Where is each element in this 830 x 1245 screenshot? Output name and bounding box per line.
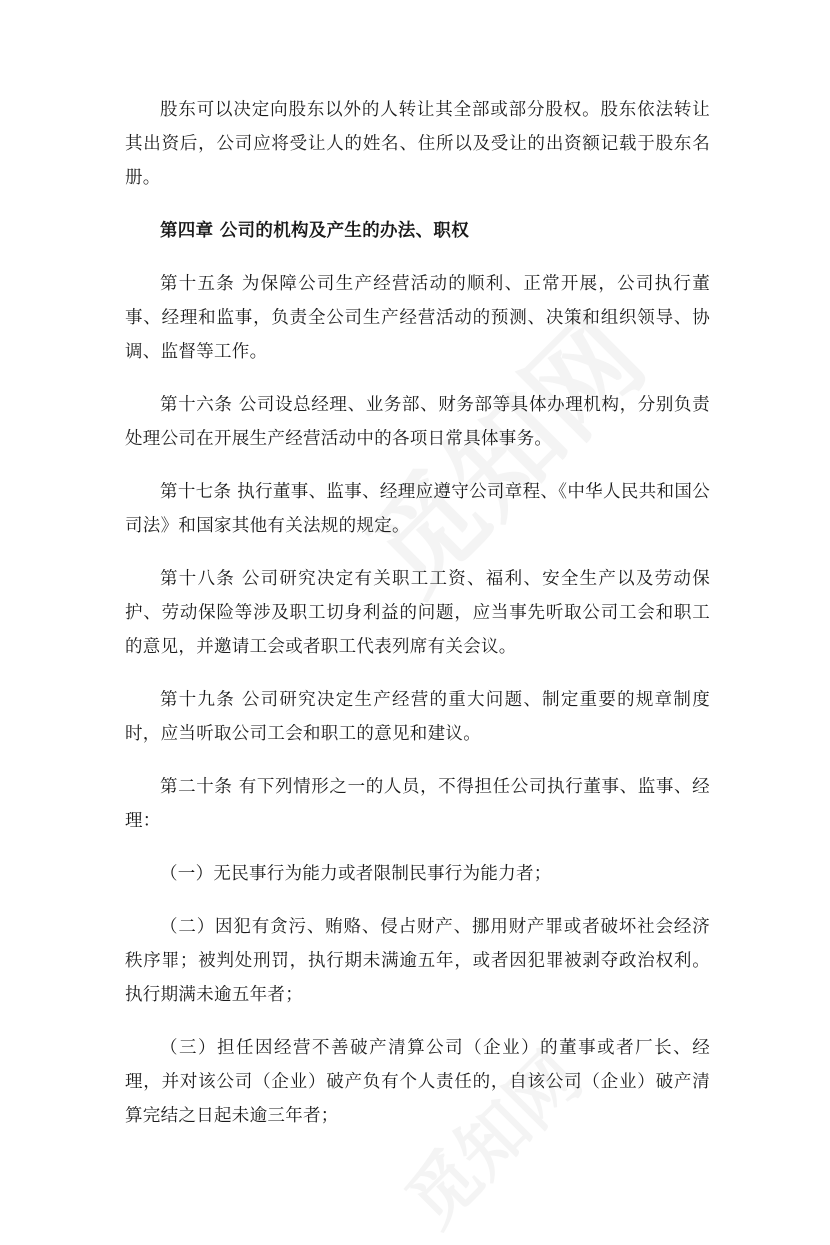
list-item: （三）担任因经营不善破产清算公司（企业）的董事或者厂长、经理，并对该公司（企业）破产负有个人责任的，自该公司（企业）破产清算完结之日起未逾三年者； <box>125 1038 710 1126</box>
document-body <box>125 93 710 1152</box>
paragraph: 第十八条 公司研究决定有关职工工资、福利、安全生产以及劳动保护、劳动保险等涉及职工切身利益的问题，应当事先听取公司工会和职工的意见，并邀请工会或者职工代表列席有关会议。 <box>125 569 710 657</box>
list-item: （二）因犯有贪污、贿赂、侵占财产、挪用财产罪或者破坏社会经济秩序罪；被判处刑罚，执行期未满逾五年，或者因犯罪被剥夺政治权利。执行期满未逾五年者； <box>125 917 710 1005</box>
paragraph: 股东可以决定向股东以外的人转让其全部或部分股权。股东依法转让其出资后，公司应将受让人的姓名、住所以及受让的出资额记载于股东名册。 <box>125 100 710 188</box>
paragraph: 第二十条 有下列情形之一的人员，不得担任公司执行董事、监事、经理： <box>125 777 710 831</box>
paragraph: 第十五条 为保障公司生产经营活动的顺利、正常开展，公司执行董事、经理和监事，负责全公司生产经营活动的预测、决策和组织领导、协调、监督等工作。 <box>125 274 710 362</box>
paragraph: 第十七条 执行董事、监事、经理应遵守公司章程、《中华人民共和国公司法》和国家其他有关法规的规定。 <box>125 482 710 536</box>
paragraph: 第十六条 公司设总经理、业务部、财务部等具体办理机构，分别负责处理公司在开展生产经营活动中的各项日常具体事务。 <box>125 395 710 449</box>
paragraph: 第十九条 公司研究决定生产经营的重大问题、制定重要的规章制度时，应当听取公司工会和职工的意见和建议。 <box>125 690 710 744</box>
chapter-heading: 第四章 公司的机构及产生的办法、职权 <box>160 221 469 241</box>
list-item: （一）无民事行为能力或者限制民事行为能力者； <box>160 864 552 884</box>
